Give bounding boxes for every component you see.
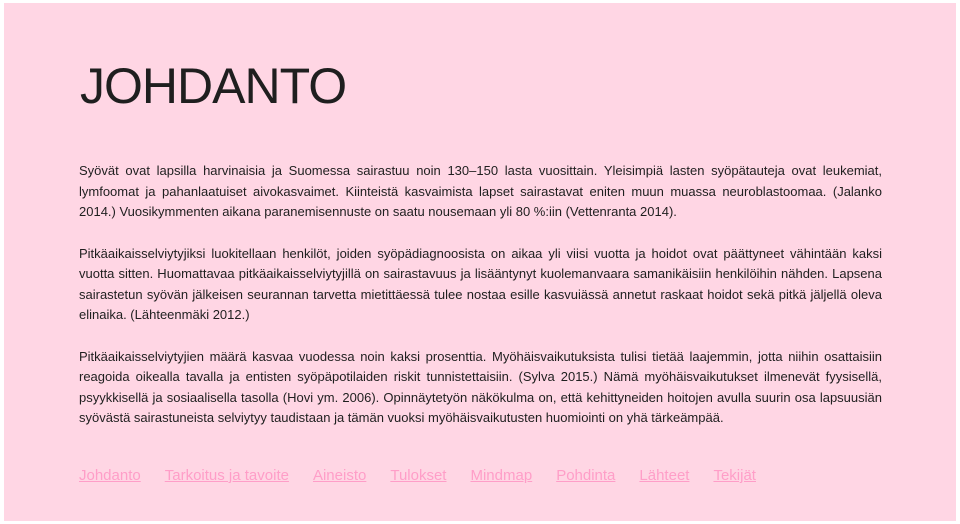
page-title: JOHDANTO (80, 58, 347, 114)
intro-text (79, 161, 882, 429)
nav-link-johdanto[interactable]: Johdanto (79, 467, 141, 484)
nav-link-pohdinta[interactable]: Pohdinta (556, 467, 616, 484)
nav-link-tulokset[interactable]: Tulokset (390, 467, 447, 484)
nav-link-mindmap[interactable]: Mindmap (470, 467, 533, 484)
bottom-navigation (79, 467, 780, 484)
paragraph-1: Syövät ovat lapsilla harvinaisia ja Suomessa sairastuu noin 130–150 lasta vuosittain. Yleisimpiä lasten syöpätauteja ovat leukemiat, lymfoomat ja pahanlaatuiset aivokasvaimet. Kiinteistä kasvaimista lapset sairastavat eniten muun muassa neuroblastoomaa. (Jalanko 2014.) Vuosikymmenten aikana paranemisennuste on saatu nousemaan yli 80 %:iin (Vettenranta 2014). (79, 163, 882, 219)
nav-link-aineisto[interactable]: Aineisto (312, 467, 367, 484)
paragraph-3: Pitkäaikaisselviytyjien määrä kasvaa vuodessa noin kaksi prosenttia. Myöhäisvaikutuksista tulisi tietää laajemmin, jotta niihin osattaisiin reagoida oikealla tavalla ja entisten syöpäpotilaiden riskit tunnistettaisiin. (Sylva 2015.) Nämä myöhäisvaikutukset ilmenevät fyysisellä, psyykkisellä ja sosiaalisella tasolla (Hovi ym. 2006). Opinnäytetyön näkökulma on, että kehittyneiden hoitojen avulla suurin osa lapsuusiän syövästä sairastuneista selviytyy taudistaan ja tämän vuoksi myöhäisvaikutusten huomiointi on yhä tärkeämpää. (79, 348, 882, 425)
nav-link-tarkoitus-ja-tavoite[interactable]: Tarkoitus ja tavoite (164, 467, 289, 484)
nav-link-lahteet[interactable]: Lähteet (639, 467, 690, 484)
paragraph-2: Pitkäaikaisselviytyjiksi luokitellaan henkilöt, joiden syöpädiagnoosista on aikaa yli viisi vuotta ja hoidot ovat päättyneet vähintään kaksi vuotta sitten. Huomattavaa pitkäaikaisselviytyjillä on sairastavuus ja lisääntynyt kuolemanvaara samanikäisiin henkilöihin nähden. Lapsena sairastetun syövän jälkeisen seurannan tarvetta mietittäessä tulee nostaa esille kasvuiässä annetut raskaat hoidot sekä pitkä jäljellä oleva elinaika. (Lähteenmäki 2012.) (79, 245, 882, 322)
slide (4, 3, 956, 521)
nav-link-tekijat[interactable]: Tekijät (713, 467, 756, 484)
